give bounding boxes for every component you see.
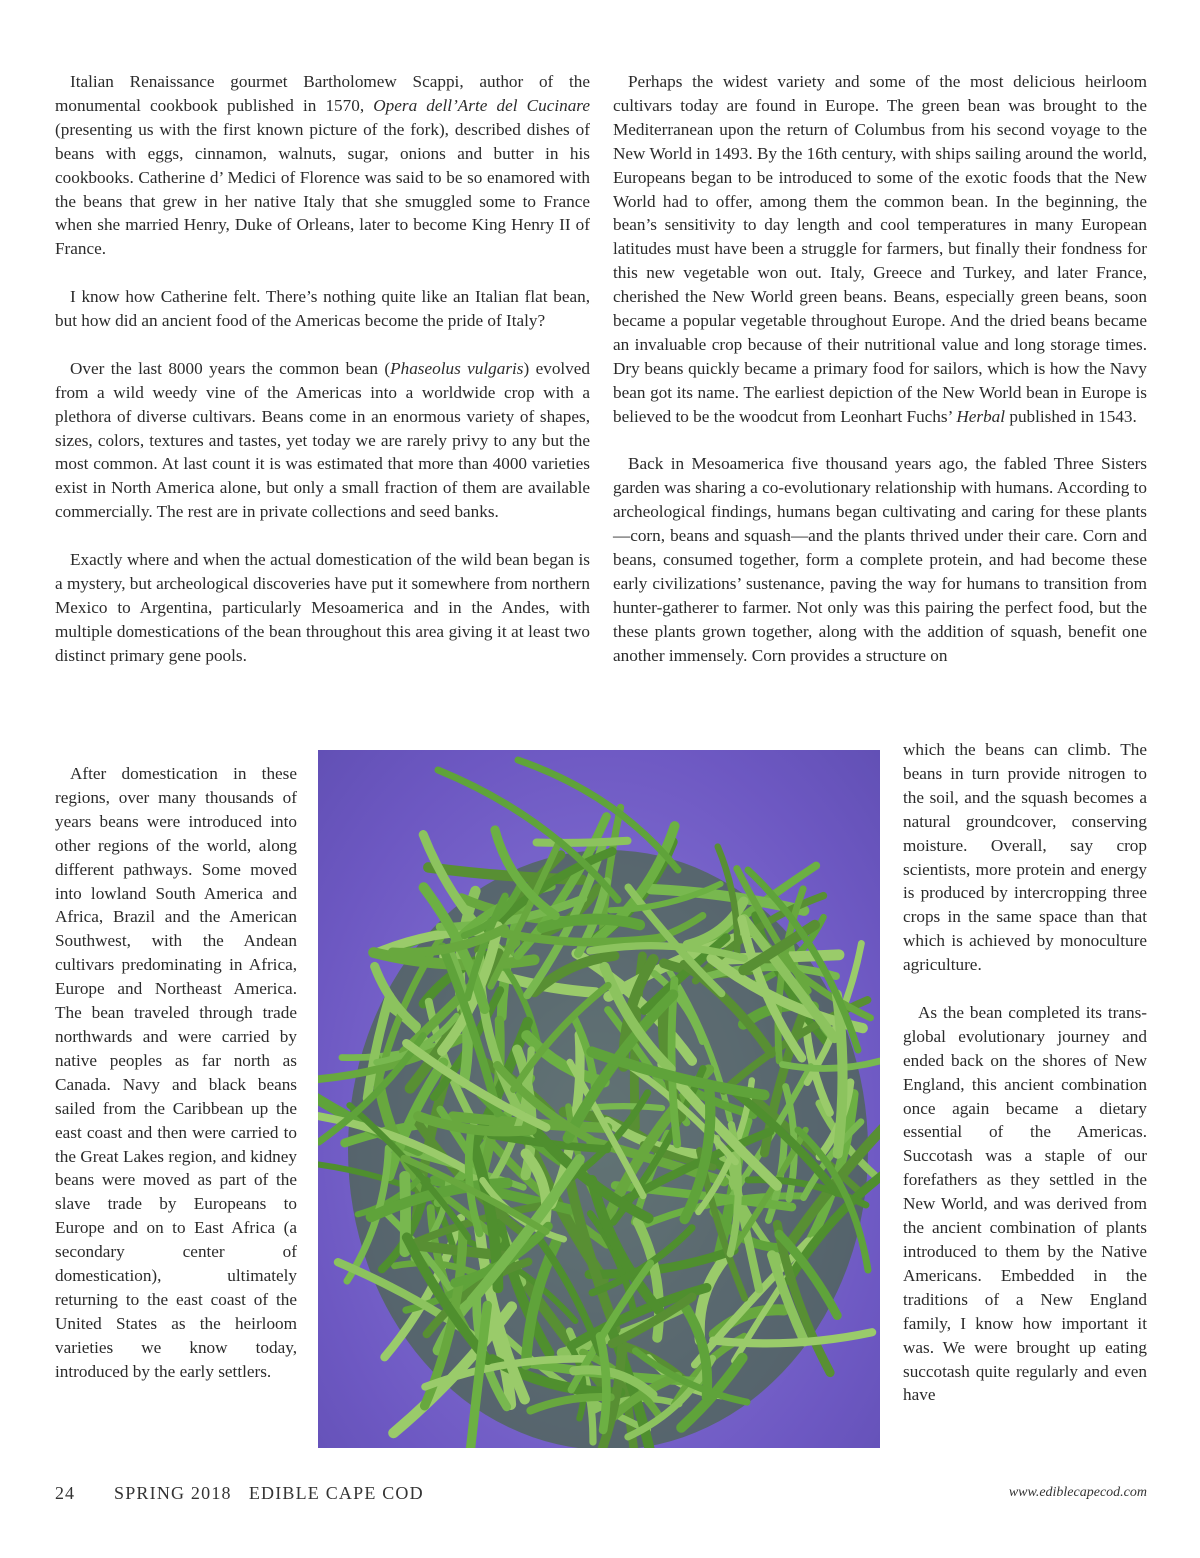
text-run: Over the last 8000 years the common bean ( [70, 358, 391, 378]
green-beans-photo [318, 750, 880, 1448]
article-column-left-top [55, 70, 590, 668]
article-paragraph [55, 357, 590, 524]
page-footer [55, 1483, 1147, 1507]
text-run: (presenting us with the first known picture of the fork), described dishes of beans with eggs, cinnamon, walnuts, sugar, onions and butter in his cookbooks. Catherine d’ Medici of Florence was said to be so enamored with the beans that grew in her native Italy that she smuggled some to France when she married Henry, Duke of Orleans, later to become King Henry II of France. [55, 119, 590, 259]
italic-title: Phaseolus vulgaris [390, 358, 524, 378]
text-run: I know how Catherine felt. There’s nothing quite like an Italian flat bean, but how did an ancient food of the Americas become the pride of Italy? [55, 287, 590, 331]
article-paragraph [613, 70, 1147, 429]
text-run: After domestication in these regions, over many thousands of years beans were introduced into other regions of the world, along different pathways. Some moved into lowland South America and Africa, Brazil and the American Southwest, with the Andean cultivars predominating in Africa, Europe and Northeast America. The bean traveled through trade northwards and were carried by native peoples as far north as Canada. Navy and black beans sailed from the Caribbean up the east coast and then were carried to the Great Lakes region, and kidney beans were moved as part of the slave trade by Europeans to Europe and on to East Africa (a secondary center of domestication), ultimately returning to the east coast of the United States as the heirloom varieties we know today, introduced by the early settlers. [55, 764, 297, 1381]
italic-title: Herbal [956, 406, 1006, 426]
article-column-right-narrow [903, 738, 1147, 1407]
article-column-left-narrow [55, 762, 297, 1384]
article-paragraph [903, 738, 1147, 977]
article-column-right-top [613, 70, 1147, 668]
text-run: ) evolved from a wild weedy vine of the Americas into a worldwide crop with a plethora of diverse cultivars. Beans come in an enormous variety of shapes, sizes, colors, textures and tastes, yet today we are rarely privy to any but the most common. At last count it is was estimated that more than 4000 varieties exist in North America alone, but only a small fraction of them are available commercially. The rest are in private collections and seed banks. [55, 358, 590, 522]
page-number: 24 [55, 1483, 75, 1503]
article-paragraph [55, 285, 590, 333]
green-beans-illustration [318, 750, 880, 1448]
italic-title: Opera dell’Arte del Cucinare [373, 95, 590, 115]
green-bean [837, 995, 843, 1154]
article-paragraph [55, 762, 297, 1384]
text-run: which the beans can climb. The beans in turn provide nitrogen to the soil, and the squash becomes a natural groundcover, conserving moisture. Overall, say crop scientists, more protein and energy is produced by intercropping three crops in the same space than that which is achieved by monoculture agriculture. [903, 740, 1147, 975]
text-run: Italian Renaissance gourmet Bartholomew Scappi, author of the monumental cookbook published in 1570, [55, 72, 590, 115]
article-paragraph [903, 1001, 1147, 1407]
text-run: published in 1543. [1005, 406, 1137, 426]
website-url: www.ediblecapecod.com [1008, 1485, 1147, 1500]
article-paragraph [55, 70, 590, 261]
article-paragraph [613, 452, 1147, 667]
text-run: Back in Mesoamerica five thousand years ago, the fabled Three Sisters garden was sharing a co-evolutionary relationship with humans. According to archeological findings, humans began cultivating and caring for these plants—corn, beans and squash—and the plants thrived under their care. Corn and beans, consumed together, form a complete protein, and had become these early civilizations’ sustenance, paving the way for humans to transition from hunter-gatherer to farmer. Not only was this pairing the perfect food, but the these plants grown together, along with the addition of squash, benefit one another immensely. Corn provides a structure on [613, 454, 1147, 665]
green-bean [537, 841, 628, 843]
text-run: As the bean completed its trans-global evolutionary journey and ended back on the shores of New England, this ancient combination once again became a dietary essential of the Americas. Succotash was a staple of our forefathers as they settled in the New World, and was derived from the ancient combination of plants introduced to them by the Native Americans. Embedded in the traditions of a New England family, I know how important it was. We were brought up eating succotash quite regularly and even have [903, 1002, 1147, 1405]
text-run: Perhaps the widest variety and some of the most delicious heirloom cultivars today are found in Europe. The green bean was brought to the Mediterranean upon the return of Columbus from his second voyage to the New World in 1493. By the 16th century, with ships sailing around the world, Europeans began to be introduced to some of the exotic foods that the New World had to offer, among them the common bean. In the beginning, the bean’s sensitivity to day length and cool temperatures in many European latitudes must have been a struggle for farmers, but finally their fondness for this new vegetable won out. Italy, Greece and Turkey, and later France, cherished the New World green beans. Beans, especially green beans, soon became a popular vegetable throughout Europe. And the dried beans became an invaluable crop because of their nutritional value and long storage times. Dry beans quickly became a primary food for sailors, which is how the Navy bean got its name. The earliest depiction of the New World bean in Europe is believed to be the woodcut from Leonhart Fuchs’ [613, 72, 1147, 426]
article-paragraph [55, 548, 590, 668]
issue-title: SPRING 2018 EDIBLE CAPE COD [114, 1483, 424, 1503]
text-run: Exactly where and when the actual domestication of the wild bean began is a mystery, but archeological discoveries have put it somewhere from northern Mexico to Argentina, particularly Mesoamerica and in the Andes, with multiple domestications of the bean throughout this area giving it at least two distinct primary gene pools. [55, 550, 590, 665]
